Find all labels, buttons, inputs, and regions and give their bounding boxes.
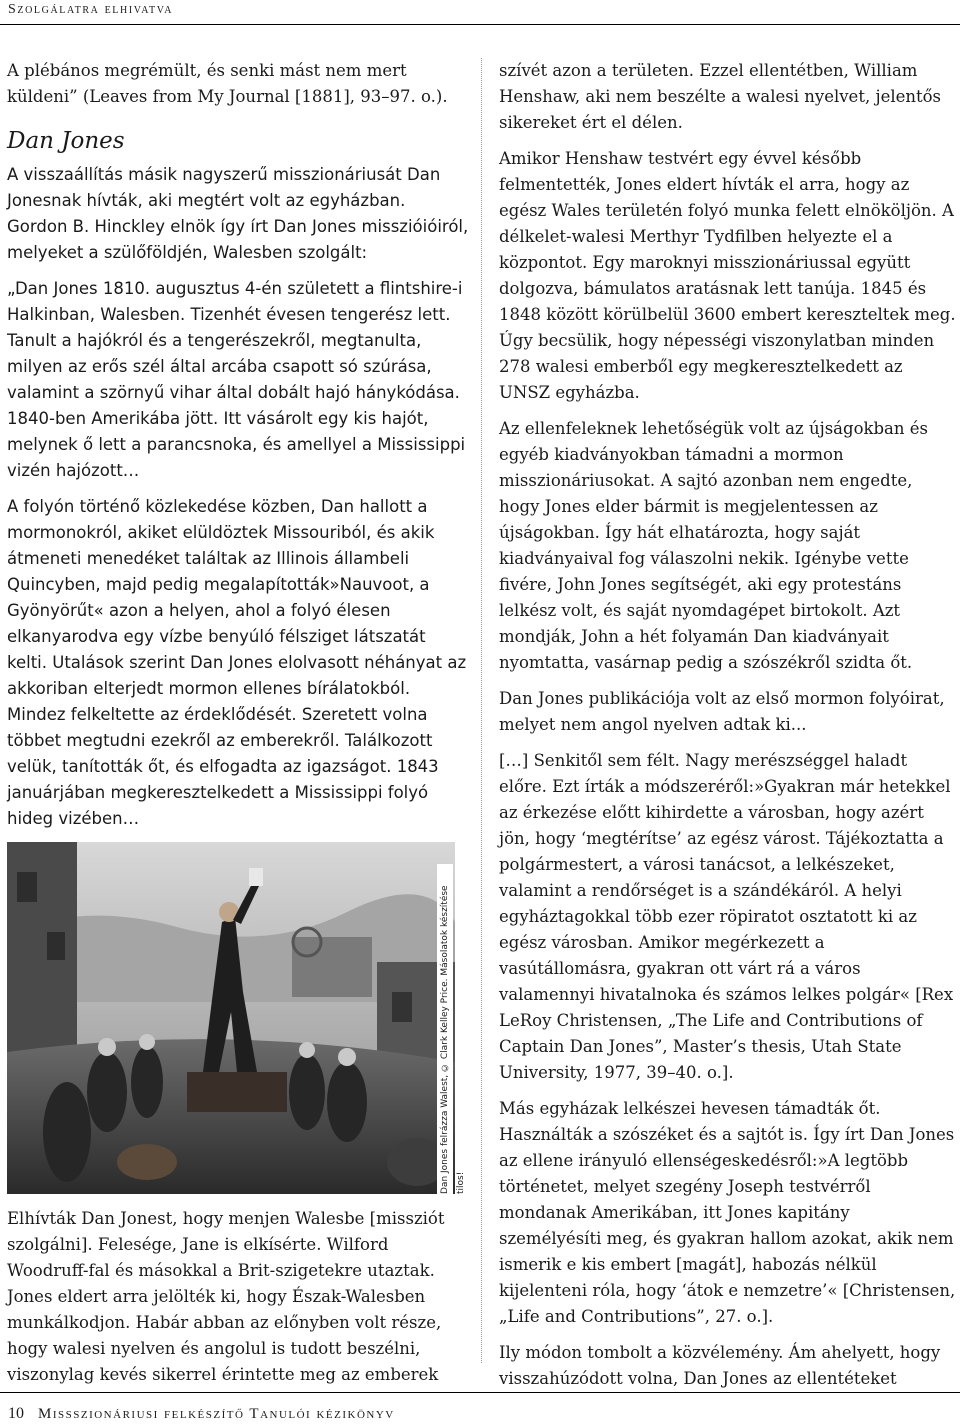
left-column bbox=[7, 58, 469, 1398]
footer-title: Missszionáriusi felkészítő Tanulói kézikönyv bbox=[38, 1406, 395, 1422]
image-credit-caption: Dan Jones felrázza Walest, © Clark Kelley Price. Másolatok készítése tilos! bbox=[437, 864, 453, 1194]
paragraph: Ily módon tombolt a közvélemény. Ám ahelyett, hogy visszahúzódott volna, Dan Jones az ellentéteket bbox=[499, 1343, 941, 1388]
right-column bbox=[499, 58, 957, 1402]
section-heading: Dan Jones bbox=[7, 128, 125, 154]
illustration-dan-jones-preaching bbox=[7, 842, 466, 1194]
header-rule bbox=[0, 24, 960, 25]
intro-paragraph: A visszaállítás másik nagyszerű misszionáriusát Dan Jonesnak hívták, aki megtért volt az egyházban. Gordon B. Hinckley elnök így írt Dan Jones misszióióiról, melyeket a szülőföldjén, Walesben szolgált: bbox=[7, 165, 469, 262]
quote-paragraph: „Dan Jones 1810. augusztus 4-én született a flintshire-i Halkinban, Walesben. Tizenhét évesen tengerész lett. Tanult a hajókról és a tengerészekről, megtanulta, milyen az erős szél által arcába csapott só szúrása, valamint a szörnyű vihar által dobált hajó hánykódása. 1840-ben Amerikába jött. Itt vásárolt egy kis hajót, melynek ő lett a parancsnoka, és amellyel a Mississippi vizén hajózott… bbox=[7, 279, 466, 480]
paragraph: Amikor Henshaw testvért egy évvel később felmentették, Jones eldert hívták el arra, hogy az egész Wales területén folyó munka felett elnököljön. A délkelet-walesi Merthyr Tydfilben helyezte el a központot. Egy maroknyi misszionáriussal együtt dolgozva, bámulatos aratásnak lett tanúja. 1845 és 1848 között körülbelül 3600 embert kereszteltek meg. Úgy becsülik, hogy népességi viszonylatban minden 278 walesi emberből egy megkeresztelkedett az UNSZ egyházba. bbox=[499, 149, 956, 402]
paragraph: A plébános megrémült, és senki mást nem mert küldeni” (Leaves from My Journal [1881], 93–97. o.). bbox=[7, 61, 448, 106]
paragraph: Dan Jones publikációja volt az első mormon folyóirat, melyet nem angol nyelven adtak ki... bbox=[499, 689, 945, 734]
page-number: 10 bbox=[8, 1405, 24, 1422]
column-divider bbox=[481, 58, 482, 1363]
paragraph: […] Senkitől sem félt. Nagy merészséggel haladt előre. Ezt írták a módszeréről:»Gyakran már hetekkel az érkezése előtt kihirdette a városban, hogy azért jön, hogy ‘megtérítse’ az egész várost. Tájékoztatta a polgármestert, a városi tanácsot, a lelkészeket, valamint a rendőrséget is a szándékáról. A helyi egyháztagokkal több ezer röpiratot osztatott ki az egész városban. Amikor megérkezett a vasútállomásra, gyakran ott várt rá a város valamennyi hivatalnoka és számos lelkes polgár« [Rex LeRoy Christensen, „The Life and Contributions of Captain Dan Jones”, Master’s thesis, Utah State University, 1977, 39–40. o.]. bbox=[499, 751, 954, 1082]
running-header: Szolgálatra elhivatva bbox=[8, 2, 174, 17]
quote-paragraph: A folyón történő közlekedése közben, Dan hallott a mormonokról, akiket elüldöztek Missouriból, és akik átmeneti menedéket találtak az Illinois állambeli Quincyben, majd pedig megalapították»Nauvoot, a Gyönyörűt« azon a helyen, ahol a folyó élesen elkanyarodva egy vízbe benyúló félsziget látszatát kelti. Utalások szerint Dan Jones elolvasott néhányat az akkoriban elterjedt mormon ellenes bírálatokból. Mindez felkeltette az érdeklődését. Szeretett volna többet megtudni ezekről az emberekről. Találkozott velük, tanították őt, és elfogadta az igazságot. 1843 januárjában megkeresztelkedett a Mississippi folyó hideg vizében… bbox=[7, 497, 467, 828]
paragraph: szívét azon a területen. Ezzel ellentétben, William Henshaw, aki nem beszélte a walesi nyelvet, jelentős sikereket ért el délen. bbox=[499, 61, 942, 132]
paragraph: Elhívták Dan Jonest, hogy menjen Walesbe [missziót szolgálni]. Felesége, Jane is elkísérte. Wilford Woodruff-fal és másokkal a Brit-szigetekre utaztak. Jones eldert arra jelölték ki, hogy Észak-Walesben munkálkodjon. Habár abban az előnyben volt része, hogy walesi nyelven és angolul is tudott beszélni, viszonylag kevés sikerrel érintette meg az emberek bbox=[7, 1209, 445, 1384]
footer-rule bbox=[0, 1392, 960, 1393]
painting-image bbox=[7, 842, 455, 1194]
paragraph: Az ellenfeleknek lehetőségük volt az újságokban és egyéb kiadványokban támadni a mormon misszionáriusokat. A sajtó azonban nem engedte, hogy Jones elder bármit is megjelentessen az újságokban. Így hát elhatározta, hogy saját kiadványaival fog válaszolni nekik. Igénybe vette fivére, John Jones segítségét, aki egy protestáns lelkész volt, és saját nyomdagépet birtokolt. Azt mondják, John a hét folyamán Dan kiadványait nyomtatta, vasárnap pedig a szószékről szidta őt. bbox=[499, 419, 928, 672]
paragraph: Más egyházak lelkészei hevesen támadták őt. Használták a szószéket és a sajtót is. Így írt Dan Jones az ellene irányuló ellenségeskedésről:»A legtöbb történetet, melyet szegény Joseph testvérről mondanak Amerikában, itt Jones kapitány személyésíti meg, és gyakran hallom azokat, akik nem ismerik e kis embert [magát], habozás nélkül kijelenteni róla, hogy ‘átok e nemzetre’« [Christensen, „Life and Contributions”, 27. o.]. bbox=[499, 1099, 956, 1326]
running-footer bbox=[8, 1405, 395, 1423]
